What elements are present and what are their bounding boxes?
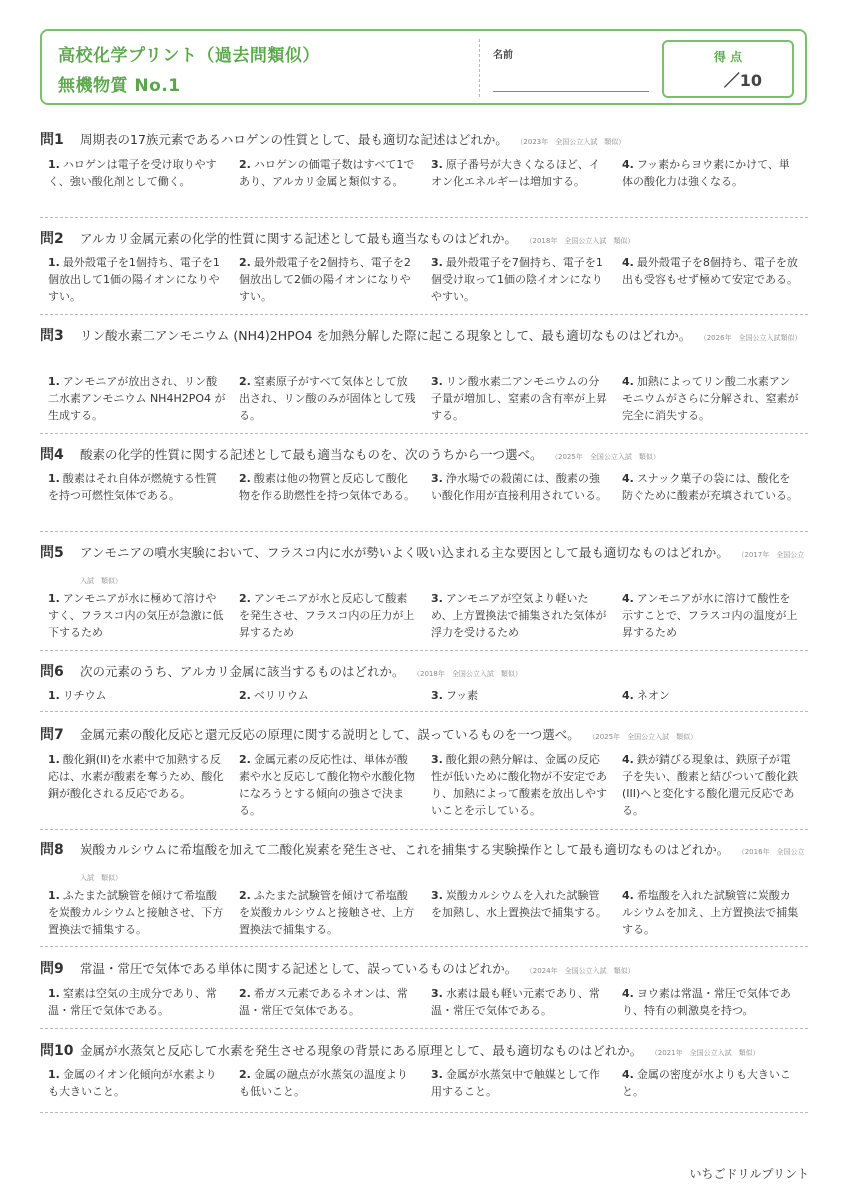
choice-2	[239, 590, 417, 641]
worksheet-title: 高校化学プリント（過去問類似）	[58, 46, 320, 66]
choice-number: 1.	[48, 592, 60, 605]
choice-number: 3.	[431, 256, 443, 269]
question-number: 問2	[40, 231, 64, 247]
choice-text: 金属元素の反応性は、単体が酸素や水と反応して酸化物や水酸化物になろうとする傾向の強さで決まる。	[239, 753, 415, 817]
choice-number: 4.	[622, 753, 634, 766]
question-source: （2025年 全国公立入試 類似）	[591, 733, 698, 741]
choice-text: 酸素はそれ自体が燃焼する性質を持つ可燃性気体である。	[48, 472, 217, 502]
choice-1	[48, 156, 226, 190]
choice-text: ふたまた試験管を傾けて希塩酸を炭酸カルシウムと接触させ、上方置換法で捕集する。	[239, 889, 415, 936]
choice-text: ハロゲンの価電子数はすべて1であり、アルカリ金属と類似する。	[239, 158, 415, 188]
choice-text: 鉄が錆びる現象は、鉄原子が電子を失い、酸素と結びついて酸化鉄(III)へと変化する酸化還元反応である。	[622, 753, 798, 817]
choice-number: 3.	[431, 1068, 443, 1081]
choice-text: 金属が水蒸気中で触媒として作用すること。	[431, 1068, 600, 1098]
question-stem	[40, 723, 808, 749]
choice-number: 2.	[239, 375, 251, 388]
choice-text: 酸素は他の物質と反応して酸化物を作る助燃性を持つ気体である。	[239, 472, 415, 502]
choice-text: 希ガス元素であるネオンは、常温・常圧で気体である。	[239, 987, 408, 1017]
choice-text: ヨウ素は常温・常圧で気体であり、特有の刺激臭を持つ。	[622, 987, 791, 1017]
choice-2	[239, 373, 417, 424]
choice-text: 希塩酸を入れた試験管に炭酸カルシウムを加え、上方置換法で捕集する。	[622, 889, 799, 936]
question-text: 金属元素の酸化反応と還元反応の原理に関する説明として、誤っているものを一つ選べ。	[80, 727, 580, 742]
choice-number: 1.	[48, 472, 60, 485]
choice-text: アンモニアが水に極めて溶けやすく、フラスコ内の気圧が急激に低下するため	[48, 592, 224, 639]
question-stem	[40, 1039, 808, 1065]
choice-number: 1.	[48, 158, 60, 171]
question-text: 次の元素のうち、アルカリ金属に該当するものはどれか。	[80, 664, 405, 679]
choice-number: 3.	[431, 987, 443, 1000]
choice-2	[239, 156, 417, 190]
question-divider	[40, 1112, 808, 1113]
choice-text: 加熱によってリン酸二水素アンモニウムがさらに分解され、窒素が完全に消失する。	[622, 375, 799, 422]
worksheet-subtitle: 無機物質 No.1	[58, 76, 181, 96]
choice-text: 金属の密度が水よりも大きいこと。	[622, 1068, 791, 1098]
question-source: （2018年 全国公立入試 類似）	[529, 237, 635, 245]
question-number: 問7	[40, 727, 64, 743]
choice-2	[239, 470, 417, 504]
choice-number: 2.	[239, 689, 251, 702]
question-source: （2023年 全国公立入試 類似）	[519, 138, 626, 146]
score-value: ／10	[723, 71, 762, 90]
choice-number: 1.	[48, 753, 60, 766]
question-divider	[40, 217, 808, 218]
choice-3	[431, 887, 609, 921]
choice-number: 2.	[239, 158, 251, 171]
choice-number: 4.	[622, 1068, 634, 1081]
choice-2	[239, 751, 417, 819]
choice-3	[431, 751, 609, 819]
question-7	[40, 723, 808, 817]
question-number: 問9	[40, 961, 64, 977]
choice-text: 水素は最も軽い元素であり、常温・常圧で気体である。	[431, 987, 600, 1017]
choice-text: 金属の融点が水蒸気の温度よりも低いこと。	[239, 1068, 408, 1098]
choice-text: 酸化銀の熱分解は、金属の反応性が低いために酸化物が不安定であり、加熱によって酸素を放出しやすいことを示している。	[431, 753, 607, 817]
worksheet-header	[40, 29, 807, 105]
question-text: 金属が水蒸気と反応して水素を発生させる現象の背景にある原理として、最も適切なものはどれか。	[80, 1043, 643, 1058]
question-divider	[40, 650, 808, 651]
choice-number: 3.	[431, 689, 443, 702]
choice-text: 窒素は空気の主成分であり、常温・常圧で気体である。	[48, 987, 217, 1017]
choice-3	[431, 373, 609, 424]
choice-4	[622, 985, 800, 1019]
choice-number: 2.	[239, 592, 251, 605]
choice-3	[431, 687, 609, 704]
question-number: 問5	[40, 545, 64, 561]
choice-number: 4.	[622, 592, 634, 605]
choice-number: 1.	[48, 375, 60, 388]
choice-text: 最外殻電子を8個持ち、電子を放出も受容もせず極めて安定である。	[622, 256, 798, 286]
choice-4	[622, 254, 800, 288]
question-4	[40, 443, 808, 502]
choice-number: 2.	[239, 256, 251, 269]
choice-text: アンモニアが空気より軽いため、上方置換法で捕集された気体が浮力を受けるため	[431, 592, 607, 639]
choice-4	[622, 751, 800, 819]
choice-number: 4.	[622, 889, 634, 902]
choice-3	[431, 470, 609, 504]
choice-3	[431, 1066, 609, 1100]
question-source: （2025年 全国公立入試 類似）	[554, 453, 660, 461]
question-number: 問4	[40, 447, 64, 463]
choice-number: 1.	[48, 987, 60, 1000]
question-number: 問8	[40, 842, 64, 858]
choice-number: 3.	[431, 753, 443, 766]
choice-number: 3.	[431, 158, 443, 171]
choice-number: 2.	[239, 1068, 251, 1081]
choice-3	[431, 985, 609, 1019]
choice-text: 原子番号が大きくなるほど、イオン化エネルギーは増加する。	[431, 158, 600, 188]
question-8	[40, 838, 808, 936]
choice-1	[48, 985, 226, 1019]
question-divider	[40, 314, 808, 315]
question-source: （2024年 全国公立入試 類似）	[529, 967, 635, 975]
choice-1	[48, 751, 226, 802]
header-divider	[479, 39, 480, 97]
choice-4	[622, 887, 800, 938]
choice-number: 2.	[239, 987, 251, 1000]
choice-text: ふたまた試験管を傾けて希塩酸を炭酸カルシウムと接触させ、下方置換法で捕集する。	[48, 889, 224, 936]
question-divider	[40, 531, 808, 532]
question-source: （2026年 全国公立入試類似）	[703, 334, 802, 342]
choice-number: 4.	[622, 472, 634, 485]
choice-number: 3.	[431, 592, 443, 605]
choice-text: アンモニアが水に溶けて酸性を示すことで、フラスコ内の温度が上昇するため	[622, 592, 798, 639]
choice-text: 酸化銅(II)を水素中で加熱する反応は、水素が酸素を奪うため、酸化銅が酸化される反応である。	[48, 753, 224, 800]
question-2	[40, 227, 808, 303]
choice-text: 炭酸カルシウムを入れた試験管を加熱し、水上置換法で捕集する。	[431, 889, 607, 919]
name-label: 名前	[493, 50, 513, 61]
question-stem	[40, 443, 808, 469]
choice-number: 4.	[622, 158, 634, 171]
choice-text: 窒素原子がすべて気体として放出され、リン酸のみが固体として残る。	[239, 375, 416, 422]
choice-number: 3.	[431, 472, 443, 485]
question-number: 問3	[40, 328, 64, 344]
question-text: 常温・常圧で気体である単体に関する記述として、誤っているものはどれか。	[80, 961, 518, 976]
question-1	[40, 128, 808, 188]
question-divider	[40, 946, 808, 947]
choice-4	[622, 1066, 800, 1100]
question-divider	[40, 829, 808, 830]
choice-2	[239, 254, 417, 305]
question-source: （2021年 全国公立入試 類似）	[654, 1049, 760, 1057]
choice-text: スナック菓子の袋には、酸化を防ぐために酸素が充填されている。	[622, 472, 798, 502]
choice-text: 最外殻電子を7個持ち、電子を1個受け取って1価の陰イオンになりやすい。	[431, 256, 603, 303]
choice-1	[48, 373, 226, 424]
question-text: 酸素の化学的性質に関する記述として最も適当なものを、次のうちから一つ選べ。	[80, 447, 543, 462]
question-divider	[40, 1028, 808, 1029]
name-field	[493, 91, 649, 92]
question-stem	[40, 128, 808, 154]
question-source: （2018年 全国公立入試 類似）	[416, 670, 522, 678]
question-number: 問6	[40, 664, 64, 680]
choice-number: 3.	[431, 889, 443, 902]
question-divider	[40, 433, 808, 434]
choice-1	[48, 1066, 226, 1100]
choice-text: リン酸水素二アンモニウムの分子量が増加し、窒素の含有率が上昇する。	[431, 375, 607, 422]
choice-number: 2.	[239, 889, 251, 902]
question-3	[40, 324, 808, 422]
choice-1	[48, 887, 226, 938]
choice-3	[431, 156, 609, 190]
question-stem	[40, 227, 808, 253]
choice-text: アンモニアが放出され、リン酸二水素アンモニウム NH4H2PO4 が生成する。	[48, 375, 226, 422]
footer-brand: いちごドリルプリント	[689, 1167, 809, 1181]
choice-number: 2.	[239, 753, 251, 766]
choice-text: ベリリウム	[253, 689, 309, 702]
choice-2	[239, 887, 417, 938]
score-box	[662, 40, 794, 98]
question-divider	[40, 711, 808, 712]
question-text: 炭酸カルシウムに希塩酸を加えて二酸化炭素を発生させ、これを捕集する実験操作として最も適切なものはどれか。	[80, 842, 730, 857]
question-text: アルカリ金属元素の化学的性質に関する記述として最も適当なものはどれか。	[80, 231, 518, 246]
choice-number: 1.	[48, 689, 60, 702]
choice-text: 最外殻電子を1個持ち、電子を1個放出して1価の陽イオンになりやすい。	[48, 256, 220, 303]
question-text: リン酸水素二アンモニウム (NH4)2HPO4 を加熱分解した際に起こる現象として、最も適切なものはどれか。	[80, 328, 692, 343]
choice-1	[48, 590, 226, 641]
choice-2	[239, 687, 417, 704]
choice-number: 4.	[622, 375, 634, 388]
choice-text: アンモニアが水と反応して酸素を発生させ、フラスコ内の圧力が上昇するため	[239, 592, 415, 639]
choice-2	[239, 1066, 417, 1100]
question-source: （2016年 全国公立入試 類似）	[80, 848, 805, 882]
choice-2	[239, 985, 417, 1019]
question-6	[40, 660, 808, 702]
choice-4	[622, 687, 800, 704]
question-text: 周期表の17族元素であるハロゲンの性質として、最も適切な記述はどれか。	[80, 132, 508, 147]
choice-3	[431, 590, 609, 641]
choice-1	[48, 470, 226, 504]
choice-4	[622, 373, 800, 424]
question-stem	[40, 660, 808, 686]
choice-4	[622, 156, 800, 190]
choice-text: 金属のイオン化傾向が水素よりも大きいこと。	[48, 1068, 217, 1098]
choice-number: 3.	[431, 375, 443, 388]
choice-text: フッ素からヨウ素にかけて、単体の酸化力は強くなる。	[622, 158, 790, 188]
question-10	[40, 1039, 808, 1098]
question-stem	[40, 541, 808, 593]
choice-number: 4.	[622, 256, 634, 269]
question-stem	[40, 324, 808, 350]
question-9	[40, 957, 808, 1017]
choice-4	[622, 470, 800, 504]
choice-number: 1.	[48, 256, 60, 269]
choice-text: リチウム	[62, 689, 107, 702]
choice-number: 4.	[622, 987, 634, 1000]
question-source: （2017年 全国公立入試 類似）	[80, 551, 805, 585]
choice-1	[48, 254, 226, 305]
choice-text: ネオン	[636, 689, 670, 702]
question-stem	[40, 957, 808, 983]
choice-number: 4.	[622, 689, 634, 702]
choice-text: 最外殻電子を2個持ち、電子を2個放出して2価の陽イオンになりやすい。	[239, 256, 411, 303]
choice-text: 浄水場での殺菌には、酸素の強い酸化作用が直接利用されている。	[431, 472, 607, 502]
question-stem	[40, 838, 808, 890]
choice-text: フッ素	[445, 689, 479, 702]
question-number: 問1	[40, 132, 64, 148]
choice-number: 1.	[48, 889, 60, 902]
score-label: 得 点	[713, 50, 743, 64]
choice-number: 1.	[48, 1068, 60, 1081]
question-text: アンモニアの噴水実験において、フラスコ内に水が勢いよく吸い込まれる主な要因として最も適切なものはどれか。	[80, 545, 729, 560]
choice-number: 2.	[239, 472, 251, 485]
choice-3	[431, 254, 609, 305]
question-5	[40, 541, 808, 639]
choice-4	[622, 590, 800, 641]
choice-1	[48, 687, 226, 704]
choice-text: ハロゲンは電子を受け取りやすく、強い酸化剤として働く。	[48, 158, 217, 188]
question-number: 問10	[40, 1043, 74, 1059]
